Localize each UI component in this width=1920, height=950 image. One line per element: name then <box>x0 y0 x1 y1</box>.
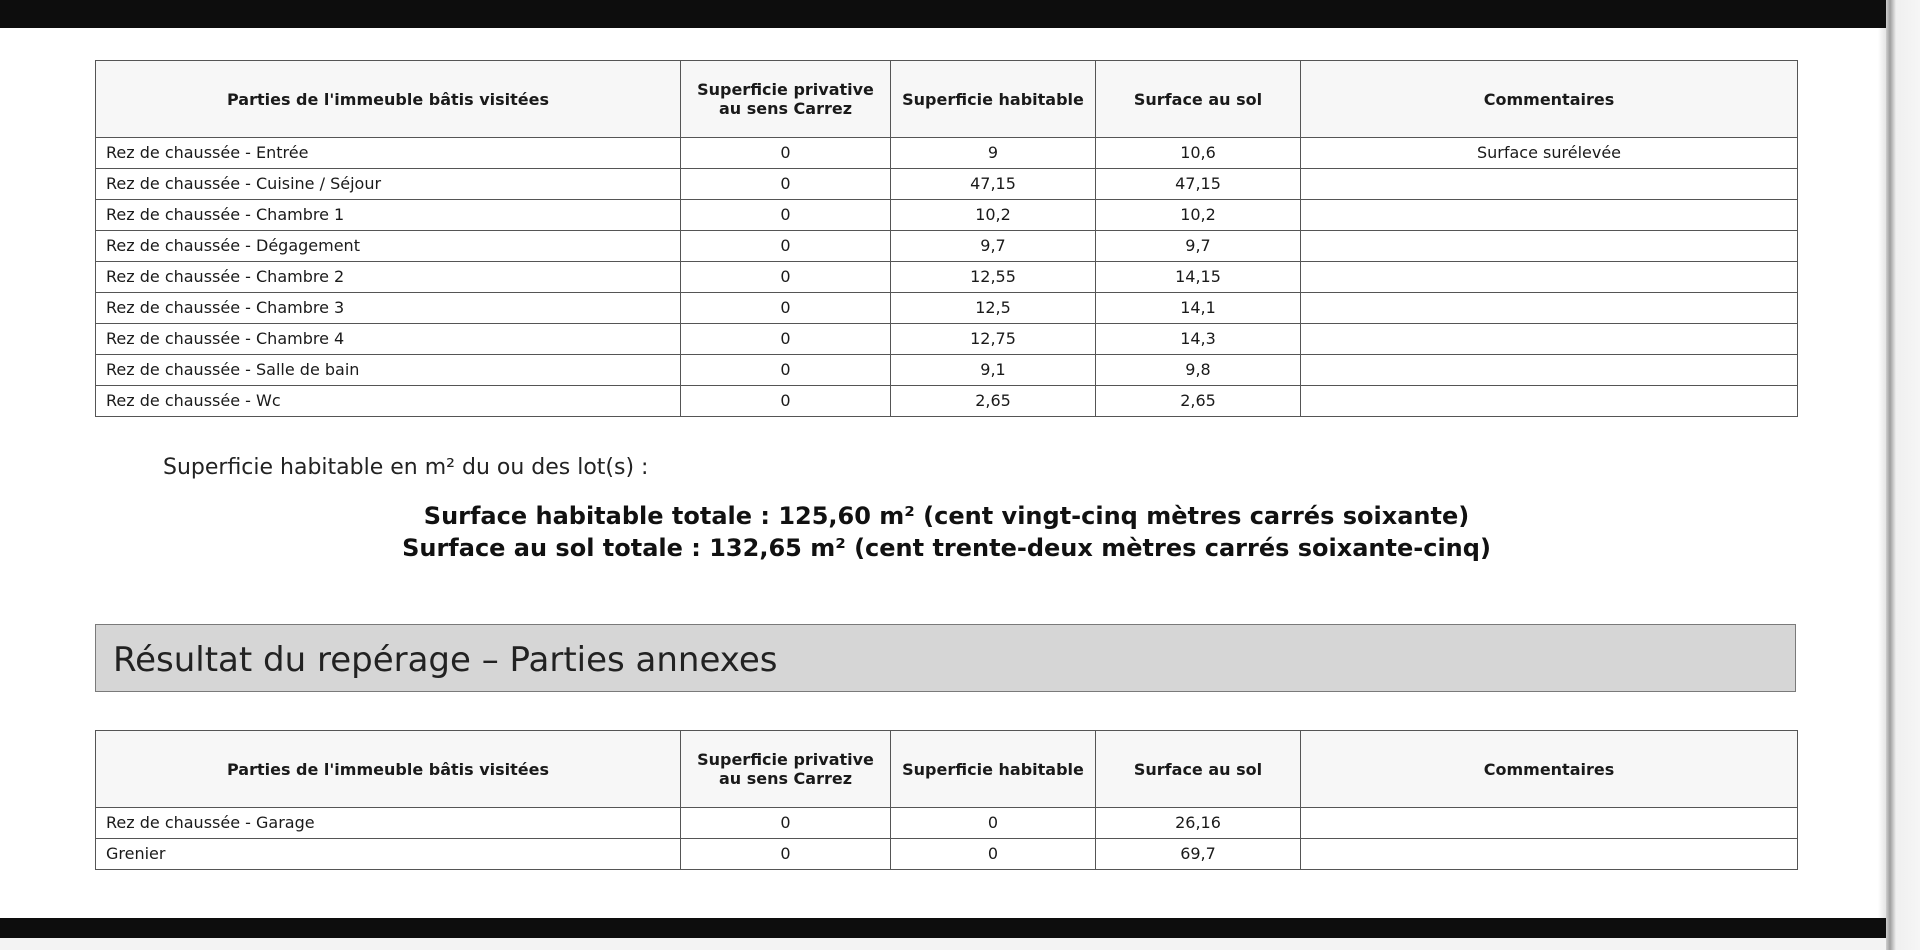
cell-partie: Rez de chaussée - Chambre 2 <box>96 262 681 293</box>
cell-habitable: 12,55 <box>891 262 1096 293</box>
main-table-body <box>96 138 1798 417</box>
cell-sol: 47,15 <box>1096 169 1301 200</box>
annex-table-body <box>96 808 1798 870</box>
cell-partie: Rez de chaussée - Salle de bain <box>96 355 681 386</box>
cell-commentaire <box>1301 324 1798 355</box>
annex-section-title: Résultat du repérage – Parties annexes <box>113 640 778 680</box>
cell-carrez: 0 <box>681 355 891 386</box>
header-parties: Parties de l'immeuble bâtis visitées <box>96 731 681 808</box>
table-row <box>96 839 1798 870</box>
header-carrez: Superficie privative au sens Carrez <box>681 61 891 138</box>
cell-commentaire <box>1301 808 1798 839</box>
table-row <box>96 386 1798 417</box>
cell-habitable: 47,15 <box>891 169 1096 200</box>
table-row <box>96 138 1798 169</box>
cell-sol: 14,1 <box>1096 293 1301 324</box>
page-edge-shadow <box>1878 28 1886 918</box>
cell-partie: Rez de chaussée - Dégagement <box>96 231 681 262</box>
total-sol: Surface au sol totale : 132,65 m² (cent trente-deux mètres carrés soixante-cinq) <box>402 534 1491 562</box>
cell-sol: 9,8 <box>1096 355 1301 386</box>
table-row <box>96 324 1798 355</box>
cell-carrez: 0 <box>681 262 891 293</box>
cell-sol: 10,2 <box>1096 200 1301 231</box>
cell-partie: Rez de chaussée - Chambre 1 <box>96 200 681 231</box>
cell-habitable: 9,7 <box>891 231 1096 262</box>
cell-commentaire <box>1301 293 1798 324</box>
table-row <box>96 200 1798 231</box>
cell-partie: Rez de chaussée - Garage <box>96 808 681 839</box>
table-row <box>96 808 1798 839</box>
table-row <box>96 262 1798 293</box>
cell-sol: 9,7 <box>1096 231 1301 262</box>
page-gap <box>0 938 1886 950</box>
total-habitable: Surface habitable totale : 125,60 m² (cent vingt-cinq mètres carrés soixante) <box>423 502 1470 530</box>
cell-habitable: 10,2 <box>891 200 1096 231</box>
cell-habitable: 9 <box>891 138 1096 169</box>
main-surface-table <box>95 60 1798 417</box>
cell-commentaire <box>1301 262 1798 293</box>
table-row <box>96 355 1798 386</box>
cell-habitable: 0 <box>891 839 1096 870</box>
cell-carrez: 0 <box>681 231 891 262</box>
cell-partie: Grenier <box>96 839 681 870</box>
cell-commentaire: Surface surélevée <box>1301 138 1798 169</box>
cell-habitable: 2,65 <box>891 386 1096 417</box>
cell-carrez: 0 <box>681 169 891 200</box>
cell-sol: 10,6 <box>1096 138 1301 169</box>
cell-commentaire <box>1301 231 1798 262</box>
summary-label: Superficie habitable en m² du ou des lot(s) : <box>163 455 649 480</box>
cell-sol: 14,15 <box>1096 262 1301 293</box>
page-right-edge <box>1886 0 1920 950</box>
table-header-row <box>96 61 1798 138</box>
cell-habitable: 12,75 <box>891 324 1096 355</box>
cell-commentaire <box>1301 386 1798 417</box>
cell-partie: Rez de chaussée - Chambre 3 <box>96 293 681 324</box>
cell-habitable: 9,1 <box>891 355 1096 386</box>
header-habitable: Superficie habitable <box>891 731 1096 808</box>
cell-carrez: 0 <box>681 138 891 169</box>
cell-carrez: 0 <box>681 839 891 870</box>
cell-habitable: 12,5 <box>891 293 1096 324</box>
annex-surface-table <box>95 730 1798 870</box>
cell-partie: Rez de chaussée - Chambre 4 <box>96 324 681 355</box>
cell-partie: Rez de chaussée - Cuisine / Séjour <box>96 169 681 200</box>
cell-carrez: 0 <box>681 386 891 417</box>
header-commentaires: Commentaires <box>1301 731 1798 808</box>
header-carrez: Superficie privative au sens Carrez <box>681 731 891 808</box>
table-row <box>96 293 1798 324</box>
annex-section-header <box>95 624 1796 692</box>
header-habitable: Superficie habitable <box>891 61 1096 138</box>
cell-carrez: 0 <box>681 324 891 355</box>
header-sol: Surface au sol <box>1096 731 1301 808</box>
cell-commentaire <box>1301 839 1798 870</box>
cell-carrez: 0 <box>681 200 891 231</box>
cell-commentaire <box>1301 355 1798 386</box>
cell-sol: 69,7 <box>1096 839 1301 870</box>
header-sol: Surface au sol <box>1096 61 1301 138</box>
top-border <box>0 0 1886 28</box>
table-header-row <box>96 731 1798 808</box>
header-commentaires: Commentaires <box>1301 61 1798 138</box>
cell-partie: Rez de chaussée - Wc <box>96 386 681 417</box>
cell-partie: Rez de chaussée - Entrée <box>96 138 681 169</box>
cell-sol: 26,16 <box>1096 808 1301 839</box>
cell-sol: 14,3 <box>1096 324 1301 355</box>
cell-commentaire <box>1301 169 1798 200</box>
cell-commentaire <box>1301 200 1798 231</box>
cell-carrez: 0 <box>681 808 891 839</box>
cell-habitable: 0 <box>891 808 1096 839</box>
cell-sol: 2,65 <box>1096 386 1301 417</box>
header-parties: Parties de l'immeuble bâtis visitées <box>96 61 681 138</box>
table-row <box>96 231 1798 262</box>
cell-carrez: 0 <box>681 293 891 324</box>
table-row <box>96 169 1798 200</box>
bottom-border <box>0 918 1886 938</box>
